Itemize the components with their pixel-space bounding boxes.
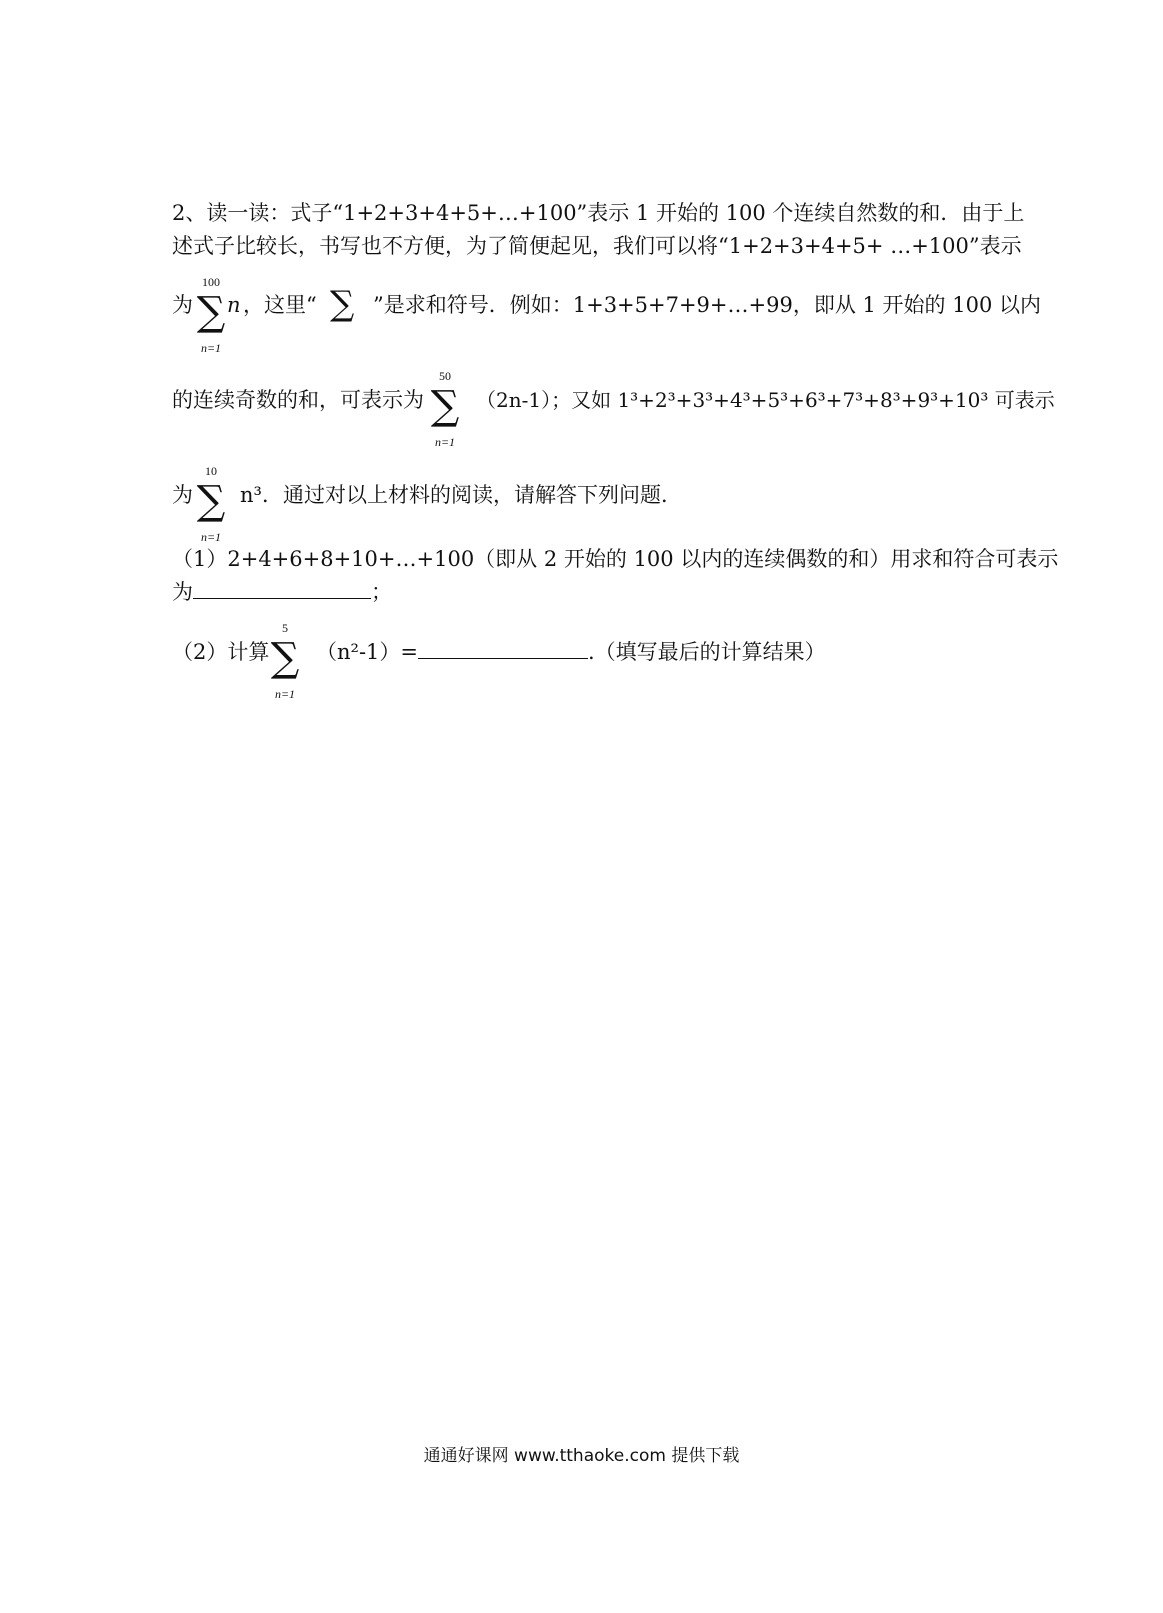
answer-blank-1[interactable] bbox=[193, 578, 371, 599]
footer-text: 通通好课网 www.tthaoke.com 提供下载 bbox=[423, 1446, 740, 1466]
problem-line-3-suffix: ”是求和符号．例如：1+3+5+7+9+…+99，即从 1 开始的 100 以内 bbox=[373, 293, 1041, 317]
question-1-line-2 bbox=[172, 578, 392, 606]
problem-line-5-prefix: 为 bbox=[172, 483, 193, 507]
summation-1-10 bbox=[194, 465, 228, 543]
sum-variable: n bbox=[227, 293, 241, 317]
sigma-symbol: ∑ bbox=[196, 478, 226, 524]
question-1-line-1: （1）2+4+6+8+10+…+100（即从 2 开始的 100 以内的连续偶数的和）用求和符合可表示 bbox=[172, 547, 1059, 571]
summation-1-5 bbox=[268, 622, 302, 700]
question-2-suffix: .（填写最后的计算结果） bbox=[588, 640, 826, 664]
problem-line-2: 述式子比较长，书写也不方便，为了简便起见，我们可以将“1+2+3+4+5+ …+100”表示 bbox=[172, 234, 1022, 258]
summation-1-50 bbox=[428, 370, 462, 448]
question-1-suffix: ； bbox=[371, 580, 392, 604]
summation-lower-limit: n=1 bbox=[200, 341, 222, 355]
problem-line-3-mid: ，这里“ bbox=[243, 293, 317, 317]
problem-line-4-prefix: 的连续奇数的和，可表示为 bbox=[172, 388, 424, 412]
answer-blank-2[interactable] bbox=[418, 638, 588, 659]
summation-lower-limit: n=1 bbox=[434, 435, 456, 449]
sigma-symbol: ∑ bbox=[196, 289, 226, 335]
summation-lower-limit: n=1 bbox=[200, 530, 222, 544]
sigma-symbol: ∑ bbox=[270, 635, 300, 681]
question-2-prefix: （2）计算 bbox=[172, 640, 270, 664]
question-2-line bbox=[316, 638, 826, 666]
sigma-inline-symbol: ∑ bbox=[330, 284, 355, 324]
problem-line-1: 2、读一读：式子“1+2+3+4+5+…+100”表示 1 开始的 100 个连续自然数的和．由于上 bbox=[172, 201, 1025, 225]
summation-upper-limit: 5 bbox=[282, 621, 288, 635]
summation-upper-limit: 50 bbox=[439, 369, 451, 383]
question-1-prefix: 为 bbox=[172, 580, 193, 604]
summation-1-100 bbox=[194, 276, 228, 354]
problem-line-4-expr: （2n-1）；又如 1³+2³+3³+4³+5³+6³+7³+8³+9³+10³ 可表示 bbox=[476, 388, 1055, 412]
summation-upper-limit: 100 bbox=[202, 275, 220, 289]
problem-line-3-prefix: 为 bbox=[172, 293, 193, 317]
summation-upper-limit: 10 bbox=[205, 464, 217, 478]
summation-lower-limit: n=1 bbox=[274, 687, 296, 701]
problem-line-5-expr: n³．通过对以上材料的阅读，请解答下列问题． bbox=[240, 483, 682, 507]
question-2-expr: （n²-1）= bbox=[316, 640, 418, 664]
sigma-symbol: ∑ bbox=[430, 383, 460, 429]
